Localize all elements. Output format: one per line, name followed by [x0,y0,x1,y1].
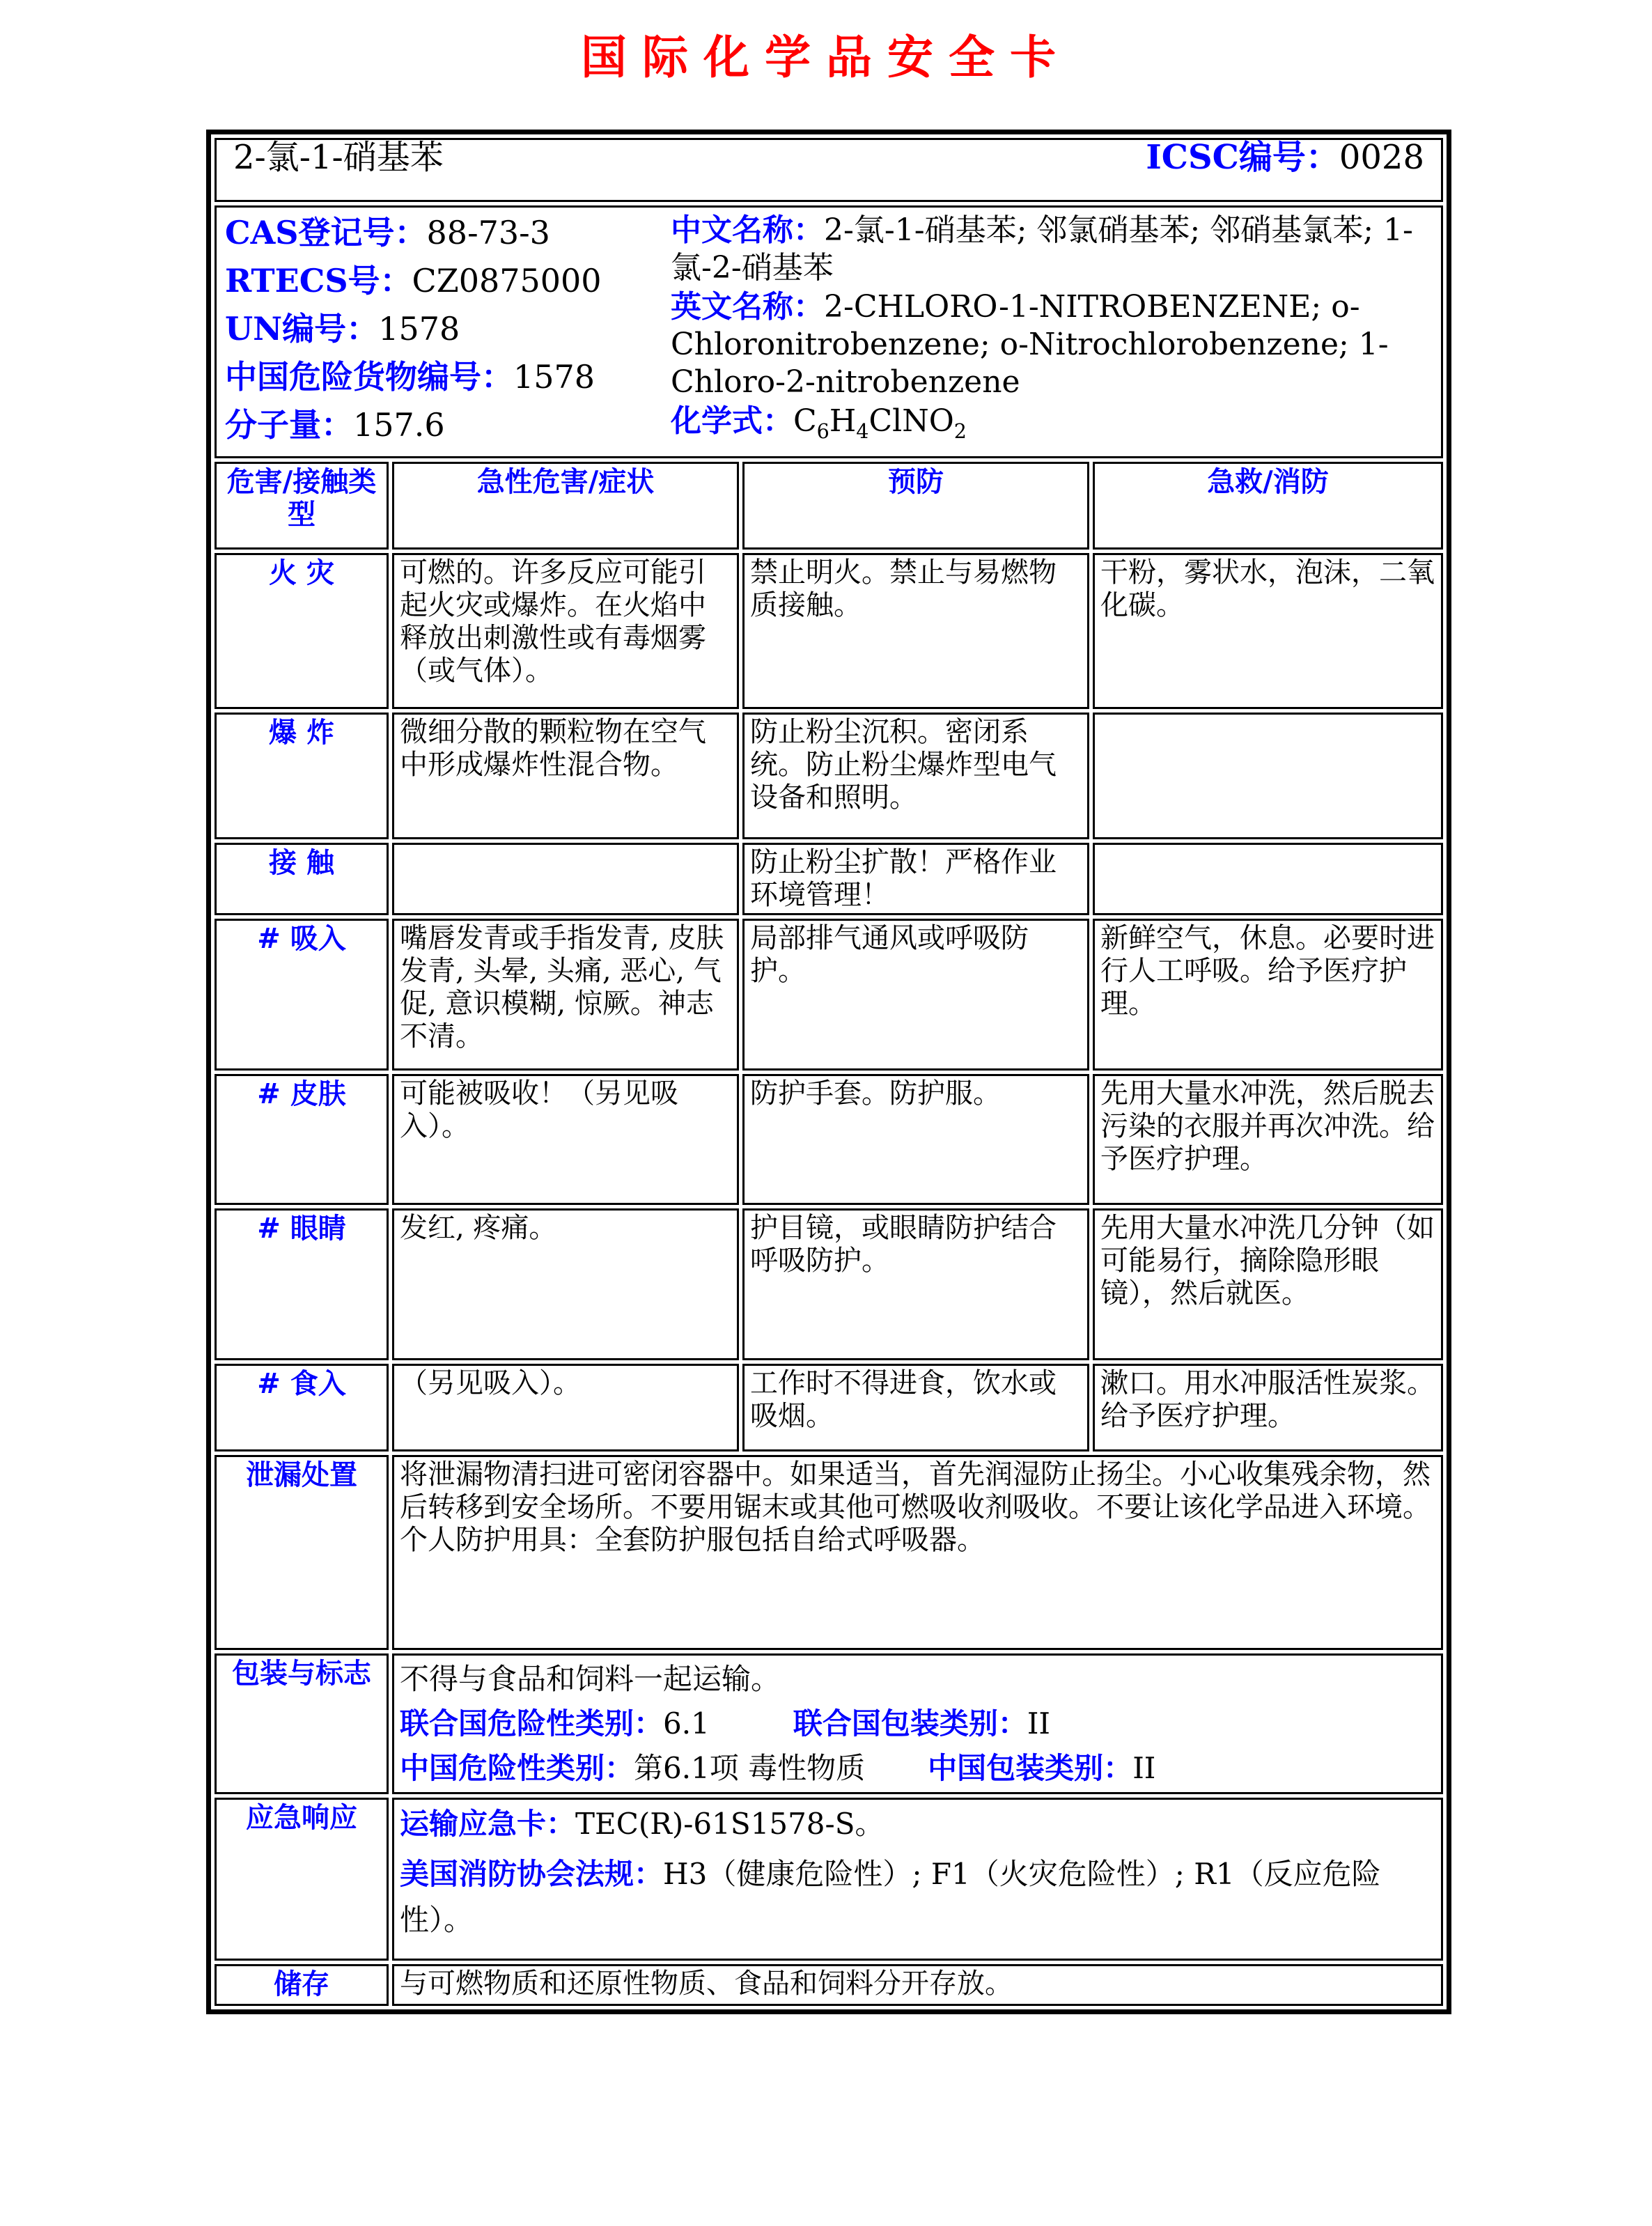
hazard-row-explosion [215,713,1443,839]
inhalation-type-label: # 吸入 [215,919,389,1071]
ingestion-symptoms: （另见吸入）。 [392,1364,739,1451]
nfpa-code: 美国消防协会法规：H3（健康危险性）; F1（火灾危险性）; R1（反应危险性）。 [400,1857,1381,1937]
emergency-content [392,1798,1443,1961]
transport-emergency-card: 运输应急卡：TEC(R)-61S1578-S。 [400,1807,885,1841]
hazard-row-inhalation [215,919,1443,1071]
eyes-prevention: 护目镜，或眼睛防护结合呼吸防护。 [742,1208,1089,1360]
skin-type-label: # 皮肤 [215,1074,389,1205]
header-acute-symptoms: 急性危害/症状 [392,462,739,550]
molecular-weight: 分子量：157.6 [225,406,445,444]
fire-type-label: 火 灾 [215,553,389,709]
fire-symptoms: 可燃的。许多反应可能引起火灾或爆炸。在火焰中释放出刺激性或有毒烟雾（或气体）。 [392,553,739,709]
ingestion-first-aid: 漱口。用水冲服活性炭浆。给予医疗护理。 [1093,1364,1443,1451]
icsc-number-value: 0028 [1339,138,1424,177]
storage-label: 储存 [215,1964,389,2006]
eyes-first-aid: 先用大量水冲洗几分钟（如可能易行，摘除隐形眼镜），然后就医。 [1093,1208,1443,1360]
contact-symptoms [392,843,739,915]
un-number: UN编号：1578 [225,310,460,348]
ingestion-type-label: # 食入 [215,1364,389,1451]
emergency-label: 应急响应 [215,1798,389,1961]
icsc-table [206,130,1451,2014]
contact-type-label: 接 触 [215,843,389,915]
packaging-transport-note: 不得与食品和饲料一起运输。 [400,1662,781,1696]
explosion-first-aid [1093,713,1443,839]
skin-symptoms: 可能被吸收！（另见吸入）。 [392,1074,739,1205]
identifiers-cell [215,205,1443,458]
substance-header-row [215,138,1443,202]
header-hazard-type: 危害/接触类型 [215,462,389,550]
explosion-type-label: 爆 炸 [215,713,389,839]
contact-first-aid [1093,843,1443,915]
contact-prevention: 防止粉尘扩散！严格作业环境管理！ [742,843,1089,915]
chemical-formula: 化学式：$C_6H_4ClNO_2$ [671,403,967,443]
icsc-number-label: ICSC编号： [1146,138,1339,177]
spillage-content: 将泄漏物清扫进可密闭容器中。如果适当，首先润湿防止扬尘。小心收集残余物，然后转移到安全场所。不要用锯末或其他可燃吸收剂吸收。不要让该化学品进入环境。个人防护用具：全套防护服包括自给式呼吸器。 [392,1455,1443,1650]
packaging-content [392,1653,1443,1794]
packaging-label: 包装与标志 [215,1653,389,1794]
formula-value: $C_6H_4ClNO_2$ [793,403,967,443]
hazard-row-ingestion [215,1364,1443,1451]
eyes-symptoms: 发红, 疼痛。 [392,1208,739,1360]
hazard-row-skin [215,1074,1443,1205]
icsc-number-group [1146,138,1424,177]
identifiers-left-column [225,212,671,455]
inhalation-symptoms: 嘴唇发青或手指发青, 皮肤发青, 头晕, 头痛, 恶心, 气促, 意识模糊, 惊厥。神志不清。 [392,919,739,1071]
identifiers-right-column [671,212,1435,455]
spillage-row [215,1455,1443,1650]
storage-content: 与可燃物质和还原性物质、食品和饲料分开存放。 [392,1964,1443,2006]
spillage-label: 泄漏处置 [215,1455,389,1650]
storage-row [215,1964,1443,2006]
inhalation-prevention: 局部排气通风或呼吸防护。 [742,919,1089,1071]
page-title: 国际化学品安全卡 [581,30,1071,84]
header-prevention: 预防 [742,462,1089,550]
packaging-row [215,1653,1443,1794]
cas-number: CAS登记号：88-73-3 [225,214,550,251]
explosion-prevention: 防止粉尘沉积。密闭系统。防止粉尘爆炸型电气设备和照明。 [742,713,1089,839]
identifiers-row [215,205,1443,458]
eyes-type-label: # 眼睛 [215,1208,389,1360]
packaging-un-classes: 联合国危险性类别：6.1 联合国包装类别：II [400,1706,1051,1741]
fire-first-aid: 干粉，雾状水，泡沫，二氧化碳。 [1093,553,1443,709]
hazard-row-eyes [215,1208,1443,1360]
substance-header-cell [215,138,1443,202]
substance-name: 2-氯-1-硝基苯 [233,138,444,177]
skin-first-aid: 先用大量水冲洗，然后脱去污染的衣服并再次冲洗。给予医疗护理。 [1093,1074,1443,1205]
inhalation-first-aid: 新鲜空气，休息。必要时进行人工呼吸。给予医疗护理。 [1093,919,1443,1071]
packaging-cn-classes: 中国危险性类别：第6.1项 毒性物质 中国包装类别：II [400,1751,1156,1785]
english-name: 英文名称：2-CHLORO-1-NITROBENZENE; o-Chloronitrobenzene; o-Nitrochlorobenzene; 1-Chloro-2-nitrobenzene [671,289,1389,400]
header-first-aid: 急救/消防 [1093,462,1443,550]
skin-prevention: 防护手套。防护服。 [742,1074,1089,1205]
explosion-symptoms: 微细分散的颗粒物在空气中形成爆炸性混合物。 [392,713,739,839]
hazard-table-header-row [215,462,1443,550]
hazard-row-contact [215,843,1443,915]
ingestion-prevention: 工作时不得进食，饮水或吸烟。 [742,1364,1089,1451]
china-dangerous-goods-number: 中国危险货物编号：1578 [225,358,595,396]
hazard-row-fire [215,553,1443,709]
rtecs-number: RTECS号：CZ0875000 [225,262,602,299]
fire-prevention: 禁止明火。禁止与易燃物质接触。 [742,553,1089,709]
chinese-name: 中文名称：2-氯-1-硝基苯; 邻氯硝基苯; 邻硝基氯苯; 1-氯-2-硝基苯 [671,212,1413,286]
emergency-row [215,1798,1443,1961]
